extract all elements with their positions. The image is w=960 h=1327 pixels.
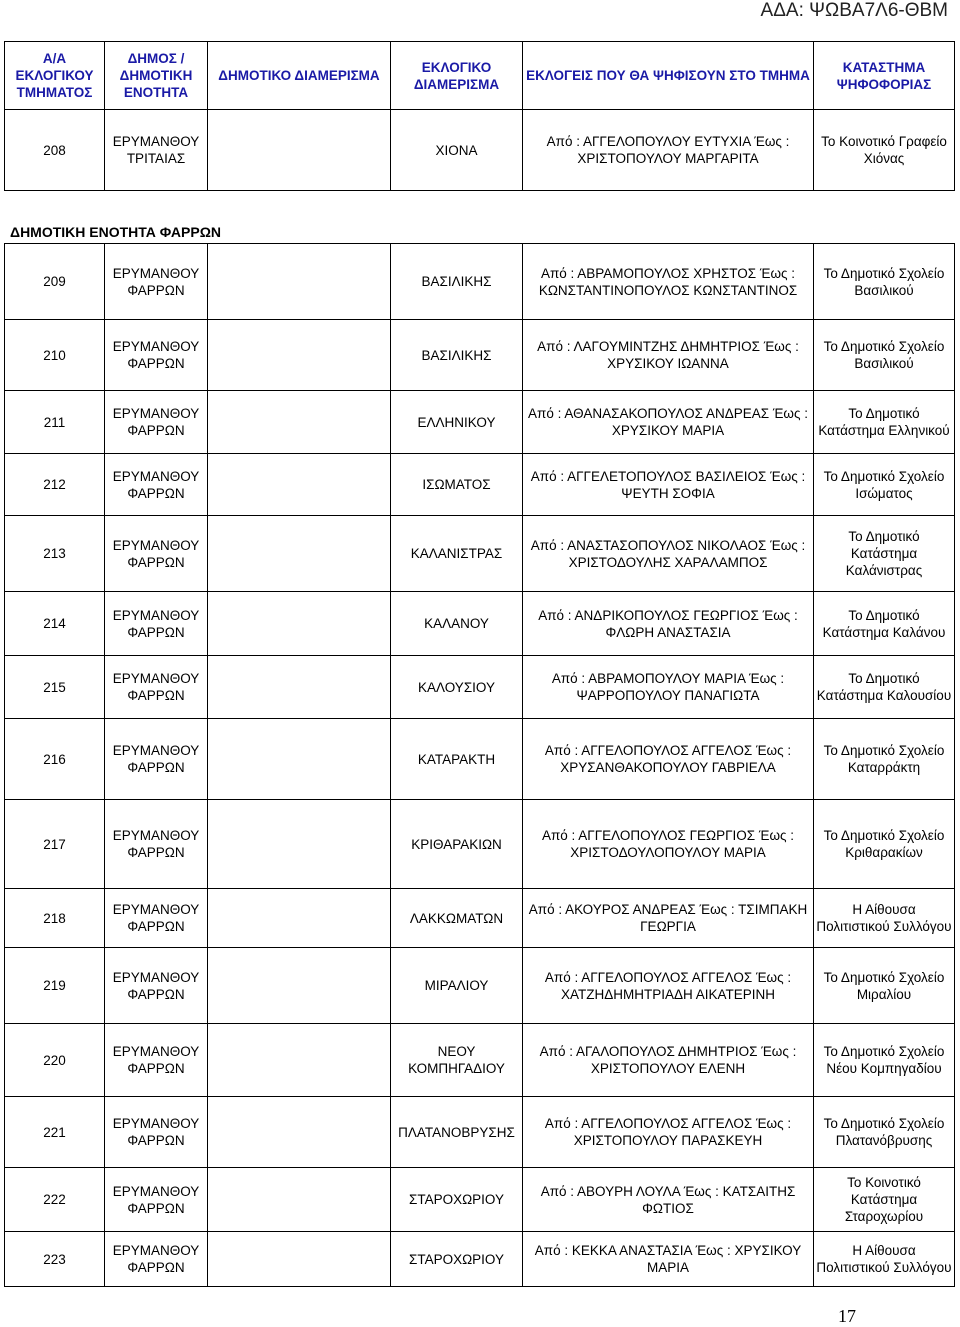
row-station: Το Δημοτικό Σχολείο Βασιλικού <box>814 244 955 320</box>
row-electoral: ΚΑΤΑΡΑΚΤΗ <box>391 719 523 800</box>
row-station: Το Δημοτικό Κατάστημα Καλουσίου <box>814 656 955 719</box>
row-station: Το Δημοτικό Σχολείο Πλατανόβρυσης <box>814 1097 955 1168</box>
row-station: Το Δημοτικό Σχολείο Νέου Κομπηγαδίου <box>814 1024 955 1097</box>
table-row <box>5 454 955 516</box>
row-electoral: ΣΤΑΡΟΧΩΡΙΟΥ <box>391 1232 523 1287</box>
row-voters: Από : ΑΓΓΕΛΟΠΟΥΛΟΣ ΑΓΓΕΛΟΣ Έως : ΧΡΥΣΑΝΘΑΚΟΠΟΥΛΟΥ ΓΑΒΡΙΕΛΑ <box>523 719 814 800</box>
table-row <box>5 1024 955 1097</box>
row-municipality: ΕΡΥΜΑΝΘΟΥ ΦΑΡΡΩΝ <box>105 244 208 320</box>
row-electoral: ΜΙΡΑΛΙΟΥ <box>391 948 523 1024</box>
row-voters: Από : ΑΚΟΥΡΟΣ ΑΝΔΡΕΑΣ Έως : ΤΣΙΜΠΑΚΗ ΓΕΩΡΓΙΑ <box>523 889 814 948</box>
row-voters: Από : ΑΝΔΡΙΚΟΠΟΥΛΟΣ ΓΕΩΡΓΙΟΣ Έως : ΦΛΩΡΗ ΑΝΑΣΤΑΣΙΑ <box>523 592 814 656</box>
row-district <box>208 1168 391 1232</box>
row-district <box>208 391 391 454</box>
row-district <box>208 244 391 320</box>
row-num: 212 <box>5 454 105 516</box>
col-header-voters: ΕΚΛΟΓΕΙΣ ΠΟΥ ΘΑ ΨΗΦΙΣΟΥΝ ΣΤΟ ΤΜΗΜΑ <box>523 42 814 110</box>
row-municipality: ΕΡΥΜΑΝΘΟΥ ΦΑΡΡΩΝ <box>105 1097 208 1168</box>
row-electoral: ΚΡΙΘΑΡΑΚΙΩΝ <box>391 800 523 889</box>
row-num: 218 <box>5 889 105 948</box>
row-voters: Από : ΑΓΑΛΟΠΟΥΛΟΣ ΔΗΜΗΤΡΙΟΣ Έως : ΧΡΙΣΤΟΠΟΥΛΟΥ ΕΛΕΝΗ <box>523 1024 814 1097</box>
row-voters: Από : ΑΝΑΣΤΑΣΟΠΟΥΛΟΣ ΝΙΚΟΛΑΟΣ Έως : ΧΡΙΣΤΟΔΟΥΛΗΣ ΧΑΡΑΛΑΜΠΟΣ <box>523 516 814 592</box>
row-num: 217 <box>5 800 105 889</box>
row-district <box>208 719 391 800</box>
row-municipality: ΕΡΥΜΑΝΘΟΥ ΦΑΡΡΩΝ <box>105 1168 208 1232</box>
row-station: Το Κοινοτικό Γραφείο Χιόνας <box>814 110 955 191</box>
row-municipality: ΕΡΥΜΑΝΘΟΥ ΦΑΡΡΩΝ <box>105 948 208 1024</box>
row-electoral: ΠΛΑΤΑΝΟΒΡΥΣΗΣ <box>391 1097 523 1168</box>
row-municipality: ΕΡΥΜΑΝΘΟΥ ΦΑΡΡΩΝ <box>105 1024 208 1097</box>
table-row <box>5 656 955 719</box>
row-municipality: ΕΡΥΜΑΝΘΟΥ ΦΑΡΡΩΝ <box>105 391 208 454</box>
table-row <box>5 244 955 320</box>
row-num: 214 <box>5 592 105 656</box>
row-voters: Από : ΑΒΡΑΜΟΠΟΥΛΟΣ ΧΡΗΣΤΟΣ Έως : ΚΩΝΣΤΑΝΤΙΝΟΠΟΥΛΟΣ ΚΩΝΣΤΑΝΤΙΝΟΣ <box>523 244 814 320</box>
row-district <box>208 454 391 516</box>
row-district <box>208 800 391 889</box>
row-station: Το Δημοτικό Σχολείο Κριθαρακίων <box>814 800 955 889</box>
row-district <box>208 889 391 948</box>
row-station: Το Δημοτικό Κατάστημα Καλάνου <box>814 592 955 656</box>
row-electoral: ΛΑΚΚΩΜΑΤΩΝ <box>391 889 523 948</box>
col-header-district: ΔΗΜΟΤΙΚΟ ΔΙΑΜΕΡΙΣΜΑ <box>208 42 391 110</box>
table-row <box>5 1232 955 1287</box>
row-district <box>208 1024 391 1097</box>
row-voters: Από : ΑΓΓΕΛΕΤΟΠΟΥΛΟΣ ΒΑΣΙΛΕΙΟΣ Έως : ΨΕΥΤΗ ΣΟΦΙΑ <box>523 454 814 516</box>
row-district <box>208 516 391 592</box>
row-num: 220 <box>5 1024 105 1097</box>
row-voters: Από : ΑΒΟΥΡΗ ΛΟΥΛΑ Έως : ΚΑΤΣΑΙΤΗΣ ΦΩΤΙΟΣ <box>523 1168 814 1232</box>
table-row <box>5 516 955 592</box>
row-municipality: ΕΡΥΜΑΝΘΟΥ ΦΑΡΡΩΝ <box>105 516 208 592</box>
row-municipality: ΕΡΥΜΑΝΘΟΥ ΦΑΡΡΩΝ <box>105 1232 208 1287</box>
row-electoral: ΒΑΣΙΛΙΚΗΣ <box>391 244 523 320</box>
table-row <box>5 391 955 454</box>
row-electoral: ΕΛΛΗΝΙΚΟΥ <box>391 391 523 454</box>
table-row <box>5 592 955 656</box>
row-voters: Από : ΑΓΓΕΛΟΠΟΥΛΟΣ ΑΓΓΕΛΟΣ Έως : ΧΡΙΣΤΟΠΟΥΛΟΥ ΠΑΡΑΣΚΕΥΗ <box>523 1097 814 1168</box>
row-district <box>208 1232 391 1287</box>
col-header-electoral: ΕΚΛΟΓΙΚΟ ΔΙΑΜΕΡΙΣΜΑ <box>391 42 523 110</box>
row-num: 211 <box>5 391 105 454</box>
row-station: Το Δημοτικό Σχολείο Ισώματος <box>814 454 955 516</box>
column-header-row <box>5 42 955 110</box>
row-station: Η Αίθουσα Πολιτιστικού Συλλόγου <box>814 1232 955 1287</box>
row-voters: Από : ΑΓΓΕΛΟΠΟΥΛΟΣ ΑΓΓΕΛΟΣ Έως : ΧΑΤΖΗΔΗΜΗΤΡΙΑΔΗ ΑΙΚΑΤΕΡΙΝΗ <box>523 948 814 1024</box>
row-voters: Από : ΑΘΑΝΑΣΑΚΟΠΟΥΛΟΣ ΑΝΔΡΕΑΣ Έως : ΧΡΥΣΙΚΟΥ ΜΑΡΙΑ <box>523 391 814 454</box>
row-municipality: ΕΡΥΜΑΝΘΟΥ ΦΑΡΡΩΝ <box>105 592 208 656</box>
row-municipality: ΕΡΥΜΑΝΘΟΥ ΦΑΡΡΩΝ <box>105 719 208 800</box>
section-title: ΔΗΜΟΤΙΚΗ ΕΝΟΤΗΤΑ ΦΑΡΡΩΝ <box>10 224 222 240</box>
row-num: 221 <box>5 1097 105 1168</box>
row-electoral: ΙΣΩΜΑΤΟΣ <box>391 454 523 516</box>
table-row <box>5 110 955 191</box>
row-district <box>208 1097 391 1168</box>
table-row <box>5 320 955 391</box>
row-station: Το Κοινοτικό Κατάστημα Σταροχωρίου <box>814 1168 955 1232</box>
row-num: 222 <box>5 1168 105 1232</box>
col-header-num: Α/Α ΕΚΛΟΓΙΚΟΥ ΤΜΗΜΑΤΟΣ <box>5 42 105 110</box>
row-num: 213 <box>5 516 105 592</box>
ada-header: ΑΔΑ: ΨΩΒΑ7Λ6-ΘΒΜ <box>760 0 948 21</box>
table-row <box>5 1168 955 1232</box>
row-electoral: ΚΑΛΑΝΙΣΤΡΑΣ <box>391 516 523 592</box>
row-station: Το Δημοτικό Κατάστημα Καλάνιστρας <box>814 516 955 592</box>
row-municipality: ΕΡΥΜΑΝΘΟΥ ΦΑΡΡΩΝ <box>105 454 208 516</box>
row-num: 223 <box>5 1232 105 1287</box>
row-num: 219 <box>5 948 105 1024</box>
row-station: Το Δημοτικό Κατάστημα Ελληνικού <box>814 391 955 454</box>
row-municipality: ΕΡΥΜΑΝΘΟΥ ΦΑΡΡΩΝ <box>105 656 208 719</box>
row-station: Το Δημοτικό Σχολείο Καταρράκτη <box>814 719 955 800</box>
row-electoral: ΚΑΛΑΝΟΥ <box>391 592 523 656</box>
row-voters: Από : ΚΕΚΚΑ ΑΝΑΣΤΑΣΙΑ Έως : ΧΡΥΣΙΚΟΥ ΜΑΡΙΑ <box>523 1232 814 1287</box>
row-voters: Από : ΑΓΓΕΛΟΠΟΥΛΟΥ ΕΥΤΥΧΙΑ Έως : ΧΡΙΣΤΟΠΟΥΛΟΥ ΜΑΡΓΑΡΙΤΑ <box>523 110 814 191</box>
row-num: 208 <box>5 110 105 191</box>
table-row <box>5 719 955 800</box>
row-voters: Από : ΛΑΓΟΥΜΙΝΤΖΗΣ ΔΗΜΗΤΡΙΟΣ Έως : ΧΡΥΣΙΚΟΥ ΙΩΑΝΝΑ <box>523 320 814 391</box>
row-municipality: ΕΡΥΜΑΝΘΟΥ ΦΑΡΡΩΝ <box>105 320 208 391</box>
row-num: 210 <box>5 320 105 391</box>
row-electoral: ΒΑΣΙΛΙΚΗΣ <box>391 320 523 391</box>
header-table <box>4 41 955 191</box>
page-number: 17 <box>838 1306 856 1326</box>
col-header-municipality: ΔΗΜΟΣ / ΔΗΜΟΤΙΚΗ ΕΝΟΤΗΤΑ <box>105 42 208 110</box>
row-district <box>208 592 391 656</box>
row-municipality: ΕΡΥΜΑΝΘΟΥ ΦΑΡΡΩΝ <box>105 889 208 948</box>
table-row <box>5 1097 955 1168</box>
table-row <box>5 889 955 948</box>
row-num: 209 <box>5 244 105 320</box>
row-electoral: ΣΤΑΡΟΧΩΡΙΟΥ <box>391 1168 523 1232</box>
row-num: 216 <box>5 719 105 800</box>
row-num: 215 <box>5 656 105 719</box>
row-voters: Από : ΑΒΡΑΜΟΠΟΥΛΟΥ ΜΑΡΙΑ Έως : ΨΑΡΡΟΠΟΥΛΟΥ ΠΑΝΑΓΙΩΤΑ <box>523 656 814 719</box>
row-voters: Από : ΑΓΓΕΛΟΠΟΥΛΟΣ ΓΕΩΡΓΙΟΣ Έως : ΧΡΙΣΤΟΔΟΥΛΟΠΟΥΛΟΥ ΜΑΡΙΑ <box>523 800 814 889</box>
row-municipality: ΕΡΥΜΑΝΘΟΥ ΦΑΡΡΩΝ <box>105 800 208 889</box>
row-electoral: ΝΕΟΥ ΚΟΜΠΗΓΑΔΙΟΥ <box>391 1024 523 1097</box>
row-electoral: ΧΙΟΝΑ <box>391 110 523 191</box>
table-row <box>5 800 955 889</box>
row-station: Η Αίθουσα Πολιτιστικού Συλλόγου <box>814 889 955 948</box>
row-station: Το Δημοτικό Σχολείο Βασιλικού <box>814 320 955 391</box>
main-table <box>4 243 955 1287</box>
row-station: Το Δημοτικό Σχολείο Μιραλίου <box>814 948 955 1024</box>
row-district <box>208 110 391 191</box>
row-electoral: ΚΑΛΟΥΣΙΟΥ <box>391 656 523 719</box>
row-district <box>208 320 391 391</box>
col-header-station: ΚΑΤΑΣΤΗΜΑ ΨΗΦΟΦΟΡΙΑΣ <box>814 42 955 110</box>
row-district <box>208 948 391 1024</box>
row-district <box>208 656 391 719</box>
table-row <box>5 948 955 1024</box>
row-municipality: ΕΡΥΜΑΝΘΟΥ ΤΡΙΤΑΙΑΣ <box>105 110 208 191</box>
